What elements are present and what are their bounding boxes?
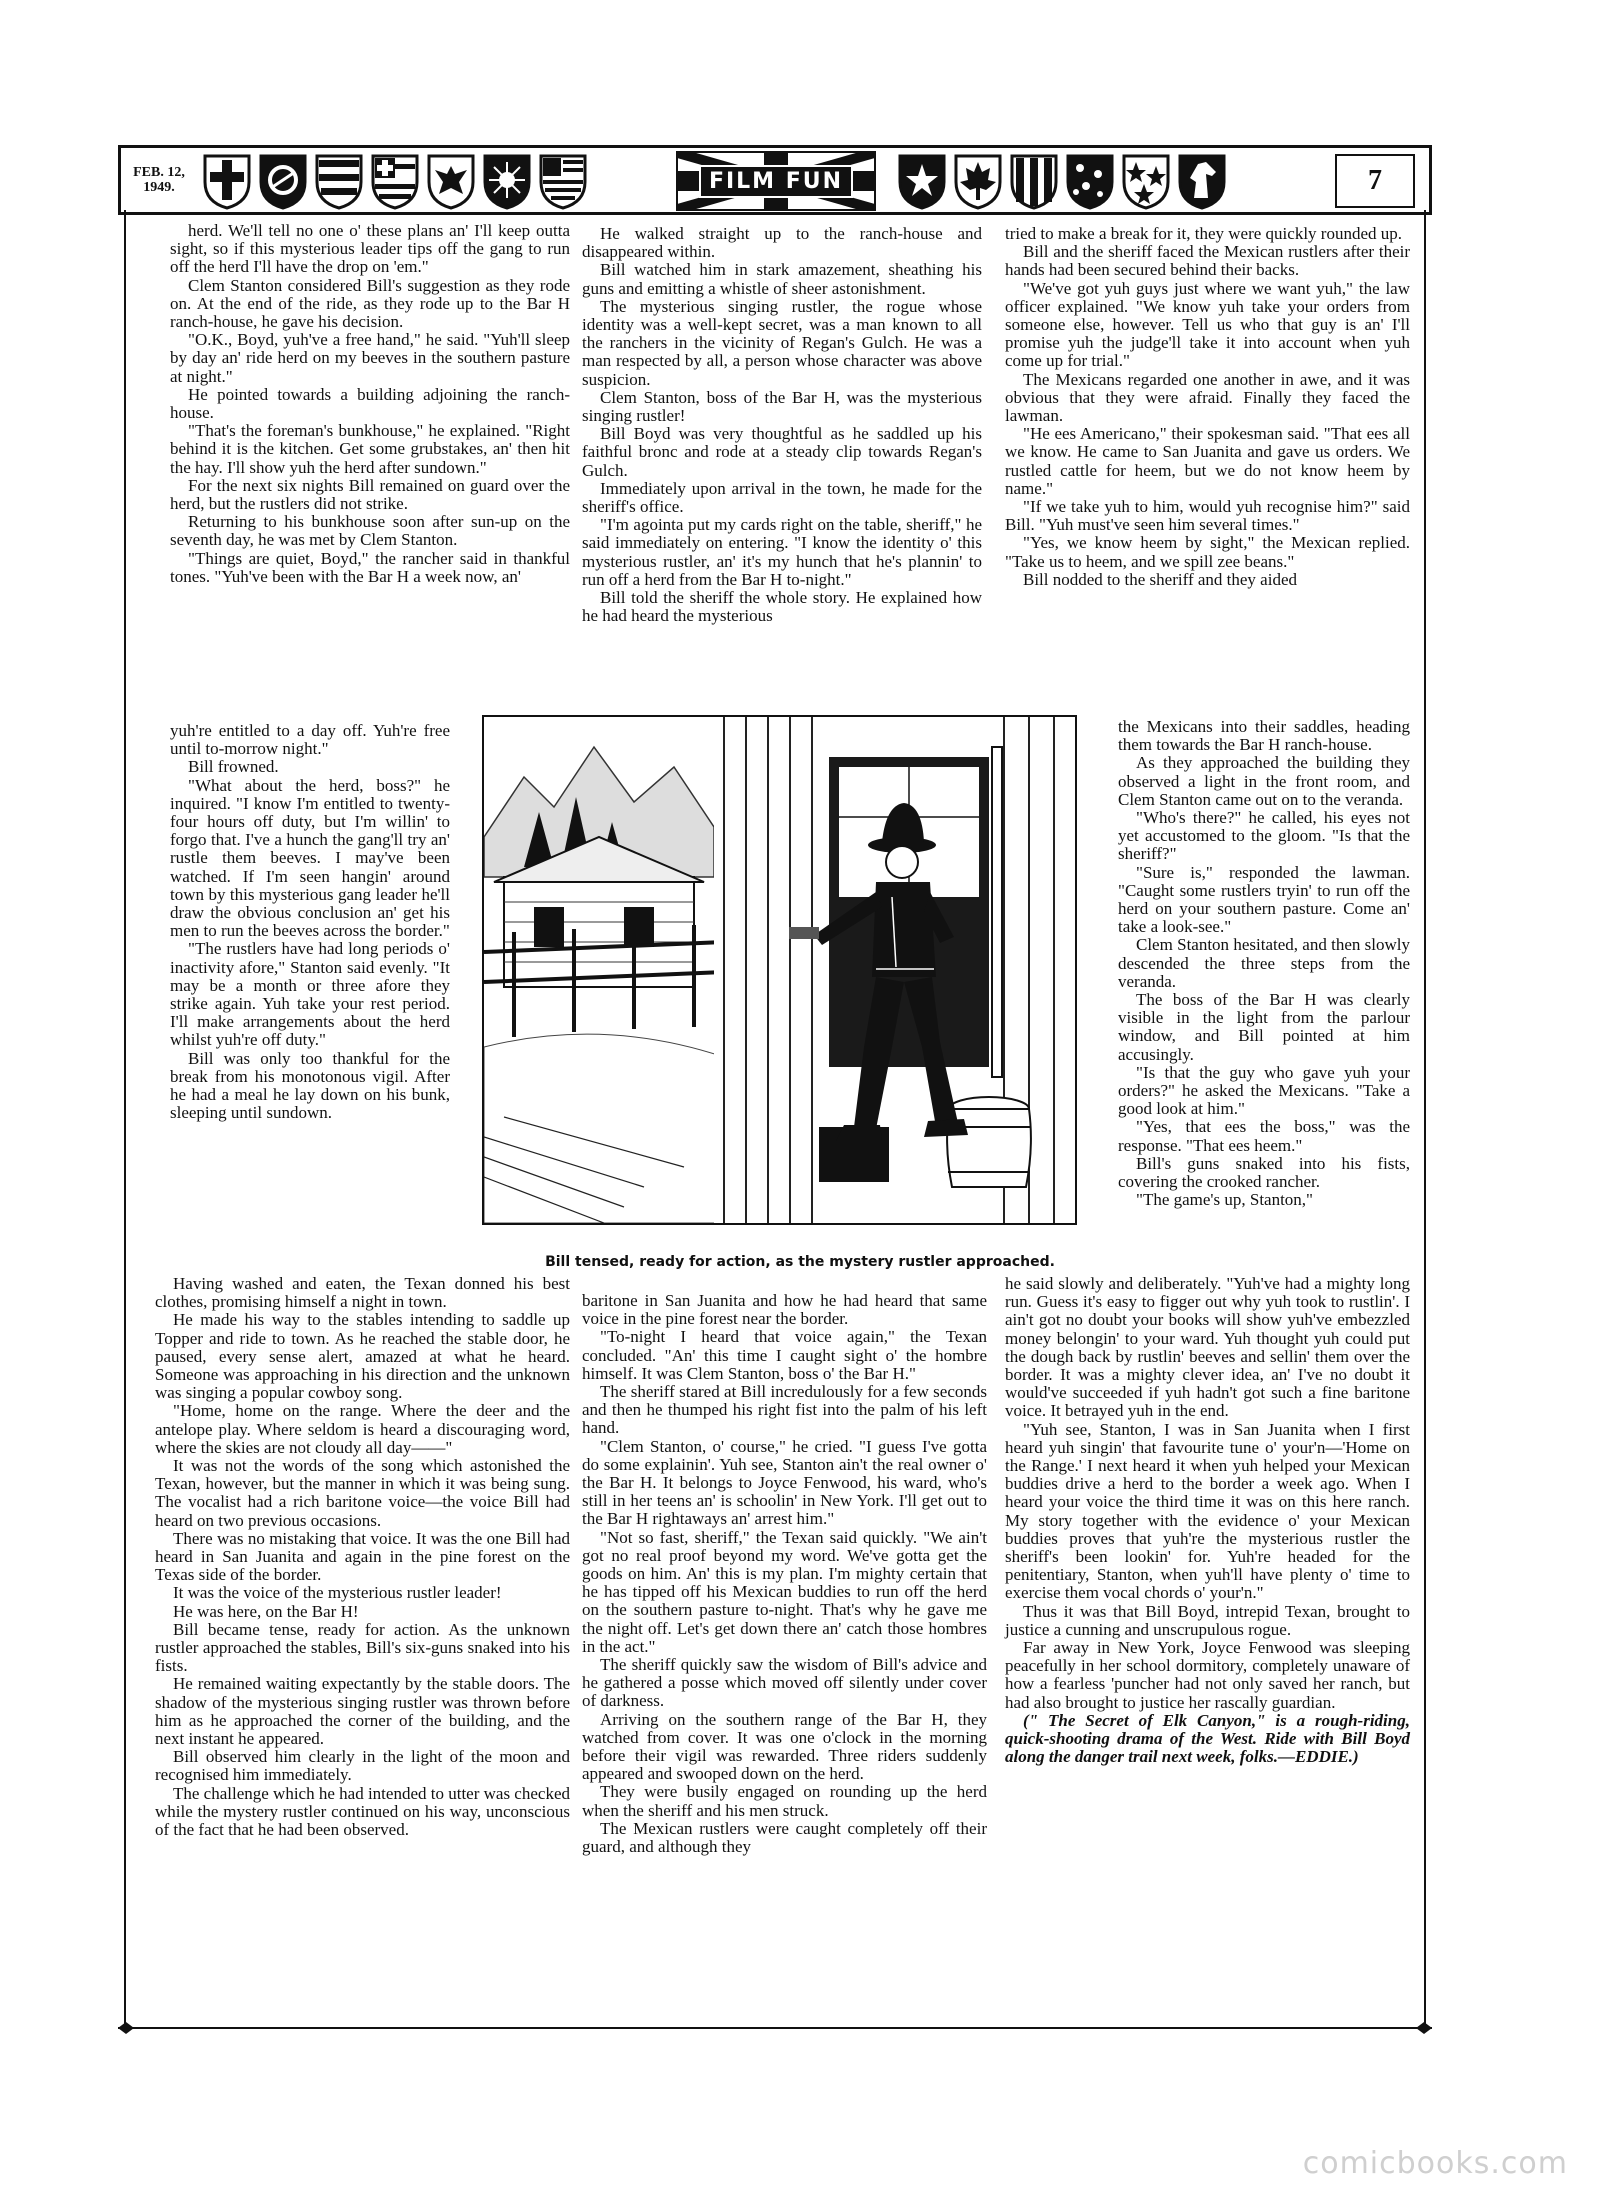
paragraph: "That's the foreman's bunkhouse," he explained. "Right behind it is the kitchen. Get some grubstakes, an' then hit the hay. I'll show yuh the herd after sundown.": [170, 421, 570, 477]
issue-date: [131, 165, 187, 195]
paragraph: Bill watched him in stark amazement, sheathing his guns and emitting a whistle of sheer astonishment.: [582, 260, 982, 298]
paragraph: Bill told the sheriff the whole story. He explained how he had heard the mysterious: [582, 588, 982, 626]
paragraph: He remained waiting expectantly by the stable doors. The shadow of the mysterious singing rustler was thrown before him as he approached the corner of the building, and the next instant he appeared.: [155, 1674, 570, 1749]
article-column-2-top: [582, 225, 982, 625]
article-column-3-top: [1005, 225, 1410, 589]
article-column-2-bottom: [582, 1292, 987, 1856]
paragraph: "Is that the guy who gave yuh your orders?" he asked the Mexicans. "Take a good look at him.": [1118, 1062, 1410, 1119]
editor-note: (" The Secret of Elk Canyon," is a rough-riding, quick-shooting drama of the West. Ride with Bill Boyd along the danger trail next week, folks.—EDDIE.): [1005, 1710, 1410, 1767]
shield-star-icon: [896, 152, 948, 210]
magazine-title: FILM FUN: [699, 165, 853, 198]
paragraph: "Clem Stanton, o' course," he cried. "I guess I've gotta do some explainin'. Yuh see, Stanton ain't the real owner o' the Bar H. It belongs to Joyce Fenwood, his ward, who's still in her teens an' is schoolin' in New York. I'll get out to the Bar H rightaways an' arrest him.": [582, 1436, 987, 1529]
paragraph: "Yes, that ees the boss," was the response. "That ees heem.": [1118, 1117, 1410, 1155]
paragraph: yuh're entitled to a day off. Yuh're free until to-morrow night.": [170, 721, 450, 759]
paragraph: There was no mistaking that voice. It was the one Bill had heard in San Juanita and again in the pine forest on the Texas side of the border.: [155, 1528, 570, 1585]
paragraph: Bill observed him clearly in the light of the moon and recognised him immediately.: [155, 1747, 570, 1785]
shield-cross-stripes-icon: [369, 152, 421, 210]
shield-ring-icon: [257, 152, 309, 210]
gunslinger-illustration: [484, 717, 1075, 1223]
article-column-3-narrow: [1118, 718, 1410, 1209]
paragraph: "Yuh see, Stanton, I was in San Juanita when I first heard yuh singin' that favourite tune o' your'n—'Home on the Range.' I next heard it when yuh helped your Mexican buddies drive a herd to the border a week ago. When I heard your voice the third time it was on this here ranch. My story together with the evidence o' your Mexican buddies proves that yuh're the mysterious rustler the sheriff's been lookin' for. Yuh're headed for the penitentiary, Stanton, when yuh'll have plenty o' time to exercise them vocal chords o' your'n.": [1005, 1419, 1410, 1603]
paragraph: He was here, on the Bar H!: [173, 1601, 359, 1621]
paragraph: "Things are quiet, Boyd," the rancher said in thankful tones. "Yuh've been with the Bar H a week now, an': [170, 548, 570, 586]
article-column-1-top: [170, 222, 570, 586]
paragraph: "To-night I heard that voice again," the Texan concluded. "An' this time I caught sight o' the hombre himself. It was Clem Stanton, boss o' the Bar H.": [582, 1327, 987, 1383]
paragraph: he said slowly and deliberately. "Yuh've had a mighty long run. Guess it's easy to figger out why yuh took to rustlin'. I ain't got no doubt your books will show yuh've embezzled money belongin' to your ward. Yuh thought yuh could put the dough back by rustlin' beeves and sellin' them over the border. It was a mighty clever idea, an' I've no doubt it would've succeeded if yuh hadn't got such a fine baritone voice. It betrayed yuh in the end.: [1005, 1274, 1410, 1421]
article-column-1-narrow: [170, 722, 450, 1122]
shield-union-icon: [537, 152, 589, 210]
paragraph: Bill Boyd was very thoughtful as he saddled up his faithful bronc and rode at a steady clip towards Regan's Gulch.: [582, 424, 982, 480]
paragraph: Bill frowned.: [188, 757, 279, 777]
shield-stripes-icon: [313, 152, 365, 210]
right-border-ornament: [1418, 210, 1432, 2025]
story-illustration: [482, 715, 1077, 1225]
shield-horse-head-icon: [1176, 152, 1228, 210]
paragraph: The sheriff stared at Bill incredulously for a few seconds and then he thumped his right fist into the palm of his left hand.: [582, 1382, 987, 1438]
watermark: comicbooks.com: [1302, 2146, 1568, 2181]
paragraph: He walked straight up to the ranch-house and disappeared within.: [582, 224, 982, 262]
paragraph: "Home, home on the range. Where the deer and the antelope play. Where seldom is heard a discouraging word, where the skies are not cloudy all day——": [155, 1401, 570, 1457]
paragraph: The boss of the Bar H was clearly visible in the light from the parlour window, and Bill pointed at him accusingly.: [1118, 990, 1410, 1064]
paragraph: "We've got yuh guys just where we want yuh," the law officer explained. "We know yuh take your orders from someone else, however. Tell us who that guy is an' I'll promise yuh the judge'll take it into account when yuh come up for trial.": [1005, 278, 1410, 371]
paragraph: "O.K., Boyd, yuh've a free hand," he said. "Yuh'll sleep by day an' ride herd on my beeves in the southern pasture at night.": [170, 330, 570, 386]
paragraph: Bill was only too thankful for the break from his monotonous vigil. After he had a meal he lay down on his bunk, sleeping until sundown.: [170, 1048, 450, 1123]
paragraph: "The rustlers have had long periods o' inactivity afore," Stanton said evenly. "It may be a month or three afore they strike again. Yuh take your rest period. I'll make arrangements about the herd whilst yuh're off duty.": [170, 939, 450, 1050]
paragraph: the Mexicans into their saddles, heading them towards the Bar H ranch-house.: [1118, 717, 1410, 755]
paragraph: Returning to his bunkhouse soon after sun-up on the seventh day, he was met by Clem Stanton.: [170, 512, 570, 550]
paragraph: They were busily engaged on rounding up the herd when the sheriff and his men struck.: [582, 1782, 987, 1820]
flag-shields-right: [896, 152, 1228, 210]
paragraph: "Who's there?" he called, his eyes not yet accustomed to the gloom. "Is that the sheriff?": [1118, 808, 1410, 864]
paragraph: For the next six nights Bill remained on guard over the herd, but the rustlers did not strike.: [170, 475, 570, 514]
shield-cross-icon: [201, 152, 253, 210]
paragraph: "Yes, we know heem by sight," the Mexican replied. "Take us to heem, and we spill zee beans.": [1005, 533, 1410, 571]
paragraph: baritone in San Juanita and how he had heard that same voice in the pine forest near the border.: [582, 1291, 987, 1329]
flag-shields-left: [201, 152, 589, 210]
paragraph: It was the voice of the mysterious rustler leader!: [173, 1583, 502, 1603]
paragraph: tried to make a break for it, they were quickly rounded up.: [1005, 224, 1403, 243]
shield-maple-leaf-icon: [952, 152, 1004, 210]
paragraph: Clem Stanton considered Bill's suggestion as they rode on. At the end of the ride, as they rode up to the Bar H ranch-house, he gave his decision.: [170, 275, 570, 332]
shield-vertical-stripes-icon: [1008, 152, 1060, 210]
paragraph: Clem Stanton, boss of the Bar H, was the mysterious singing rustler!: [582, 387, 982, 426]
paragraph: Clem Stanton hesitated, and then slowly descended the three steps from the veranda.: [1118, 935, 1410, 991]
paragraph: Far away in New York, Joyce Fenwood was sleeping peacefully in her school dormitory, completely unaware of how a fearless 'puncher had not only saved her ranch, but had also brought to justice her rascally guardian.: [1005, 1638, 1410, 1712]
paragraph: "The game's up, Stanton,": [1136, 1190, 1313, 1210]
paragraph: It was not the words of the song which astonished the Texan, however, but the manner in which it was being sung. The vocalist had a rich baritone voice—the voice Bill had heard on two previous occasions.: [155, 1456, 570, 1530]
footer-border-ornament: [118, 2018, 1432, 2038]
left-border-ornament: [118, 210, 132, 2025]
paragraph: Bill and the sheriff faced the Mexican rustlers after their hands had been secured behind their backs.: [1005, 242, 1410, 280]
paragraph: herd. We'll tell no one o' these plans an' I'll keep outta sight, so if this mysterious leader tips off the gang to run off the herd I'll have the drop on 'em.": [170, 221, 570, 277]
paragraph: Bill's guns snaked into his fists, covering the crooked rancher.: [1118, 1153, 1410, 1192]
shield-southern-cross-icon: [1064, 152, 1116, 210]
article-column-3-bottom: [1005, 1275, 1410, 1766]
paragraph: Immediately upon arrival in the town, he made for the sheriff's office.: [582, 478, 982, 517]
paragraph: "He ees Americano," their spokesman said. "That ees all we know. He came to San Juanita and gave us orders. We rustled cattle for heem, but we do not know heem by name.": [1005, 424, 1410, 498]
issue-date-line2: 1949.: [143, 180, 175, 195]
masthead: [118, 145, 1432, 215]
paragraph: "I'm agointa put my cards right on the table, sheriff," he said immediately on entering. "I know the identity o' this mysterious rustler, an' it's my hunch that he's plannin' to run off a herd from the Bar H to-night.": [582, 515, 982, 589]
paragraph: The sheriff quickly saw the wisdom of Bill's advice and he gathered a posse which moved off silently under cover of darkness.: [582, 1655, 987, 1711]
paragraph: The mysterious singing rustler, the rogue whose identity was a well-kept secret, was a man known to all the ranchers in the vicinity of Regan's Gulch. He was a man respected by all, a person whose character was above suspicion.: [582, 296, 982, 389]
paragraph: The Mexicans regarded one another in awe, and it was obvious that they were afraid. Finally they faced the lawman.: [1005, 369, 1410, 426]
paragraph: Bill became tense, ready for action. As the unknown rustler approached the stables, Bill's six-guns snaked into his fists.: [155, 1619, 570, 1676]
page-number: 7: [1335, 154, 1415, 208]
issue-date-line1: FEB. 12,: [133, 165, 185, 180]
paragraph: He made his way to the stables intending to saddle up Topper and ride to town. As he reached the stable door, he paused, every sense alert, amazed at what he heard. Someone was approaching in his direction and the unknown was singing a popular cowboy song.: [155, 1310, 570, 1403]
paragraph: "Not so fast, sheriff," the Texan said quickly. "We ain't got no real proof beyond my word. We've gotta get the goods on him. An' this is my plan. I'm mighty certain that he has tipped off his Mexican buddies to run off the herd on the southern pasture to-night. That's why he gave me the night off. Let's get down there an' catch those hombres in the act.": [582, 1527, 987, 1656]
paragraph: Arriving on the southern range of the Bar H, they watched from cover. It was one o'clock in the morning before their vigil was rewarded. Three riders suddenly appeared and swooped down on the herd.: [582, 1709, 987, 1784]
paragraph: "If we take yuh to him, would yuh recognise him?" said Bill. "Yuh must've seen him several times.": [1005, 497, 1410, 535]
film-fun-banner: [676, 151, 876, 211]
paragraph: Thus it was that Bill Boyd, intrepid Texan, brought to justice a cunning and unscrupulous rogue.: [1005, 1601, 1410, 1639]
paragraph: "Sure is," responded the lawman. "Caught some rustlers tryin' to run off the herd on your southern pasture. Come an' take a look-see.": [1118, 862, 1410, 937]
paragraph: Having washed and eaten, the Texan donned his best clothes, promising himself a night in town.: [155, 1274, 570, 1312]
shield-eagle-icon: [425, 152, 477, 210]
article-column-1-bottom: [155, 1275, 570, 1839]
shield-sun-icon: [481, 152, 533, 210]
shield-stars-icon: [1120, 152, 1172, 210]
paragraph: Bill nodded to the sheriff and they aided: [1023, 569, 1297, 589]
paragraph: The Mexican rustlers were caught completely off their guard, and although they: [582, 1818, 987, 1857]
paragraph: The challenge which he had intended to utter was checked while the mystery rustler continued on his way, unconscious of the fact that he had been observed.: [155, 1783, 570, 1840]
paragraph: He pointed towards a building adjoining the ranch-house.: [170, 384, 570, 423]
illustration-caption: Bill tensed, ready for action, as the mystery rustler approached.: [545, 1254, 1055, 1270]
paragraph: As they approached the building they observed a light in the front room, and Clem Stanton came out on to the veranda.: [1118, 753, 1410, 809]
paragraph: "What about the herd, boss?" he inquired. "I know I'm entitled to twenty-four hours off duty, but I'm willin' to forgo that. I've a hunch the gang'll try an' rustle them beeves. I may've been watched. If I'm seen hangin' around town by this mysterious gang leader he'll draw the obvious conclusion an' get his men to run the beeves across the border.": [170, 775, 450, 941]
